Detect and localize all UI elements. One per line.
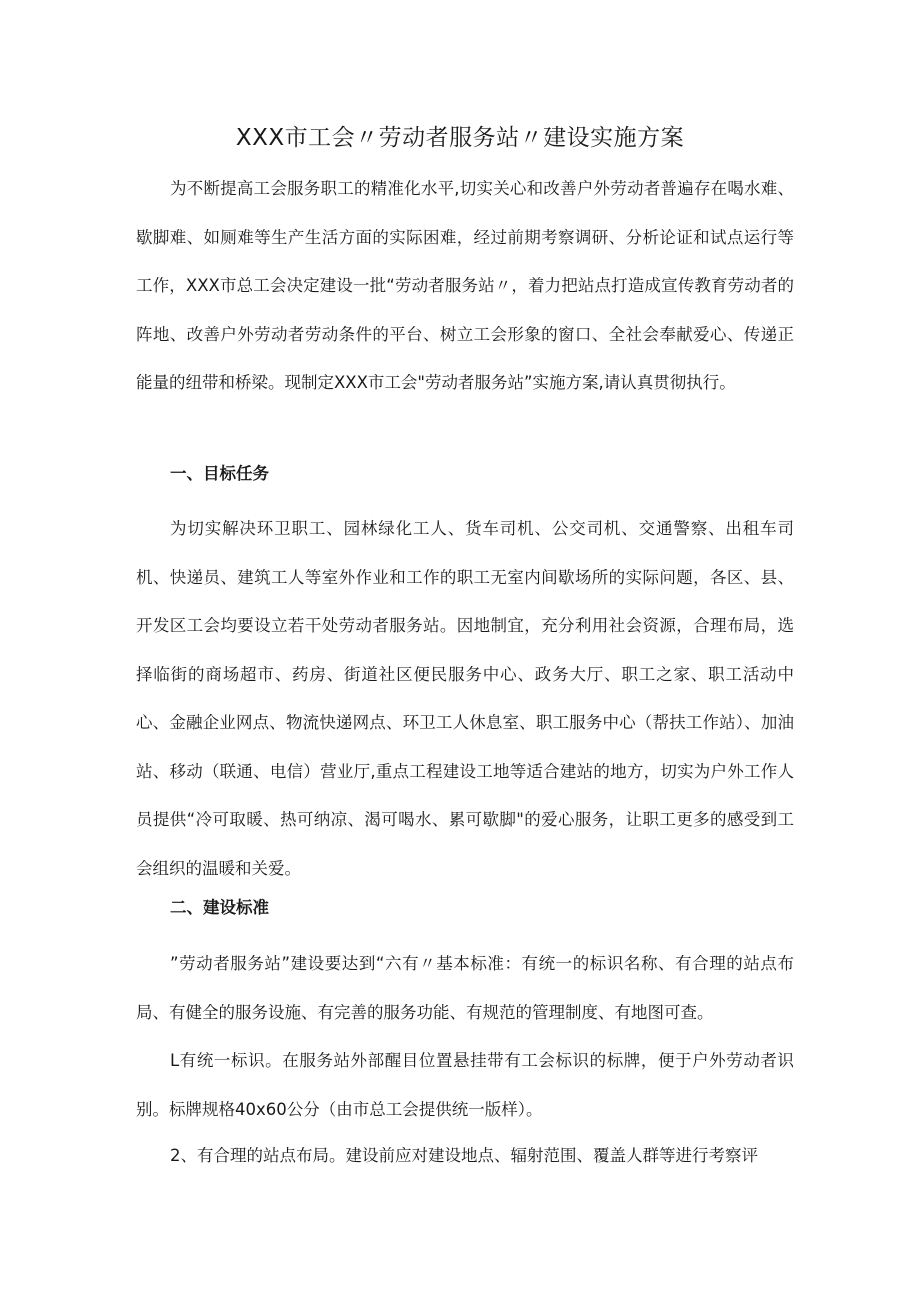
section-heading-goals: 一、目标任务 <box>170 464 269 483</box>
section-heading-standards: 二、建设标准 <box>170 898 269 917</box>
document-title: XXX市工会〃劳动者服务站〃建设实施方案 <box>235 125 685 151</box>
goals-paragraph: 为切实解决环卫职工、园林绿化工人、货车司机、公交司机、交通警察、出租车司机、快递员、建筑工人等室外作业和工作的职工无室内间歇场所的实际问题，各区、县、开发区工会均要设立若干处劳动者服务站。因地制宜，充分利用社会资源，合理布局，选择临街的商场超市、药房、街道社区便民服务中心、政务大厅、职工之家、职工活动中心、金融企业网点、物流快递网点、环卫工人休息室、职工服务中心（帮扶工作站）、加油站、移动（联通、电信）营业厅,重点工程建设工地等适合建站的地方，切实为户外工作人员提供“冷可取暖、热可纳凉、渴可喝水、累可歇脚"的爱心服务，让职工更多的感受到工会组织的温暖和关爱。 <box>136 519 794 878</box>
standard-item-2: 2、有合理的站点布局。建设前应对建设地点、辐射范围、覆盖人群等进行考察评 <box>170 1146 758 1165</box>
intro-paragraph: 为不断提高工会服务职工的精准化水平,切实关心和改善户外劳动者普遍存在喝水难、歇脚难、如厕难等生产生活方面的实际困难，经过前期考察调研、分析论证和试点运行等工作，XXX市总工会决定建设一批“劳动者服务站〃，着力把站点打造成宣传教育劳动者的阵地、改善户外劳动者劳动条件的平台、树立工会形象的窗口、全社会奉献爱心、传递正能量的纽带和桥梁。现制定XXX市工会"劳动者服务站”实施方案,请认真贯彻执行。 <box>136 179 794 392</box>
standards-paragraph: ”劳动者服务站”建设要达到“六有〃基本标准：有统一的标识名称、有合理的站点布局、有健全的服务设施、有完善的服务功能、有规范的管理制度、有地图可查。 <box>136 954 794 1022</box>
standard-item-1: L有统一标识。在服务站外部醒目位置悬挂带有工会标识的标牌，便于户外劳动者识别。标牌规格40x60公分（由市总工会提供统一版样）。 <box>136 1051 794 1119</box>
